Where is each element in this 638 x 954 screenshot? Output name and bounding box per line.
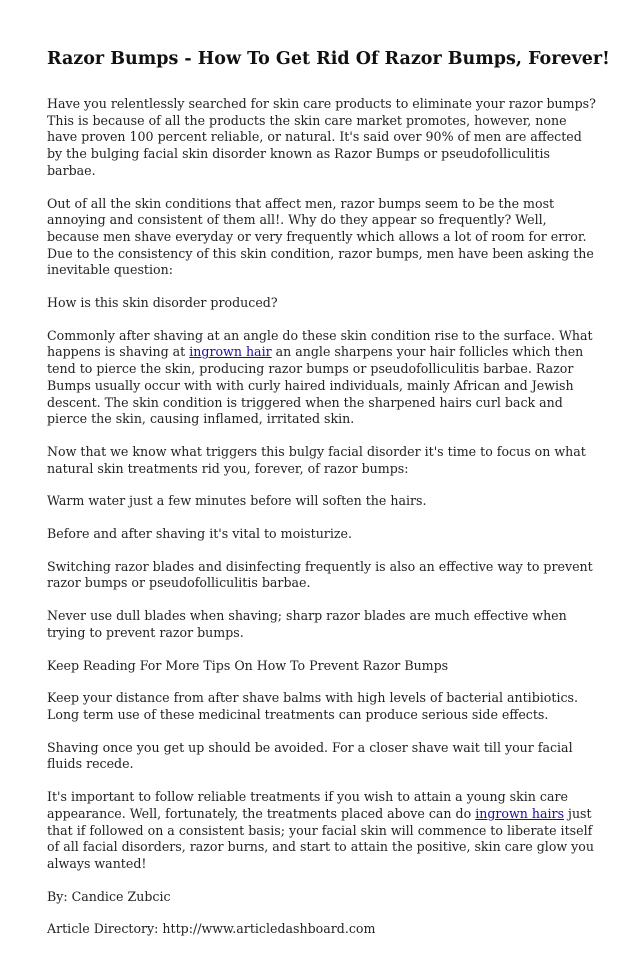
paragraph-question: How is this skin disorder produced? — [47, 295, 278, 311]
paragraph-tip-razor-blades: Switching razor blades and disinfecting frequently is also an effective way to prevent razor bumps or pseudofolliculitis barbae. — [47, 558, 593, 591]
paragraph-skin-conditions: Out of all the skin conditions that affect men, razor bumps seem to be the most annoying and consistent of them all!. Why do they appear so frequently? Well, because men shave everyday or very frequently which allows a lot of room for error. Due to the consistency of this skin condition, razor bumps, men have been asking the inevitable question: — [47, 195, 594, 278]
paragraph-tip-moisturize: Before and after shaving it's vital to moisturize. — [47, 526, 352, 542]
paragraph-conclusion-text-after: just that if followed on a consistent basis; your facial skin will commence to liberate itself of all facial disorders, razor burns, and start to attain the positive, skin care glow you always wanted! — [47, 805, 594, 871]
paragraph-keep-reading: Keep Reading For More Tips On How To Prevent Razor Bumps — [47, 657, 449, 673]
paragraph-treatments-intro: Now that we know what triggers this bulgy facial disorder it's time to focus on what natural skin treatments rid you, forever, of razor bumps: — [47, 443, 586, 476]
paragraph-conclusion — [47, 789, 597, 873]
paragraph-intro: Have you relentlessly searched for skin care products to eliminate your razor bumps? This is because of all the products the skin care market promotes, however, none have proven 100 percent reliable, or natural. It's said over 90% of men are affected by the bulging facial skin disorder known as Razor Bumps or pseudofolliculitis barbae. — [47, 96, 596, 178]
paragraph-tip-dull-blades: Never use dull blades when shaving; sharp razor blades are much effective when trying to prevent razor bumps. — [47, 608, 567, 640]
paragraph-tip-warm-water: Warm water just a few minutes before will soften the hairs. — [47, 493, 427, 509]
ingrown-hairs-link[interactable]: ingrown hairs — [475, 805, 565, 821]
paragraph-conclusion-text-before: It's important to follow reliable treatments if you wish to attain a young skin care appearance. Well, fortunately, the treatments placed above can do — [47, 789, 568, 821]
article — [47, 48, 610, 954]
byline: By: Candice Zubcic — [47, 888, 171, 904]
page-title: Razor Bumps - How To Get Rid Of Razor Bumps, Forever! — [47, 49, 610, 69]
paragraph-tip-after-shave: Keep your distance from after shave balms with high levels of bacterial antibiotics. Long term use of these medicinal treatments can produce serious side effects. — [47, 690, 578, 722]
ingrown-hair-link[interactable]: ingrown hair — [189, 344, 272, 360]
paragraph-tip-shaving-time: Shaving once you get up should be avoided. For a closer shave wait till your facial fluids recede. — [47, 739, 573, 772]
article-directory: Article Directory: http://www.articledashboard.com — [47, 921, 376, 937]
paragraph-cause-text-after: an angle sharpens your hair follicles which then tend to pierce the skin, producing razor bumps or pseudofolliculitis barbae. Razor Bumps usually occur with with curly haired individuals, mainly African and Jewish descent. The skin condition is triggered when the sharpened hairs curl back and pierce the skin, causing inflamed, irritated skin. — [47, 344, 584, 427]
paragraph-cause — [47, 328, 597, 428]
paragraph-cause-text-before: Commonly after shaving at an angle do these skin condition rise to the surface. What happens is shaving at — [47, 327, 593, 360]
